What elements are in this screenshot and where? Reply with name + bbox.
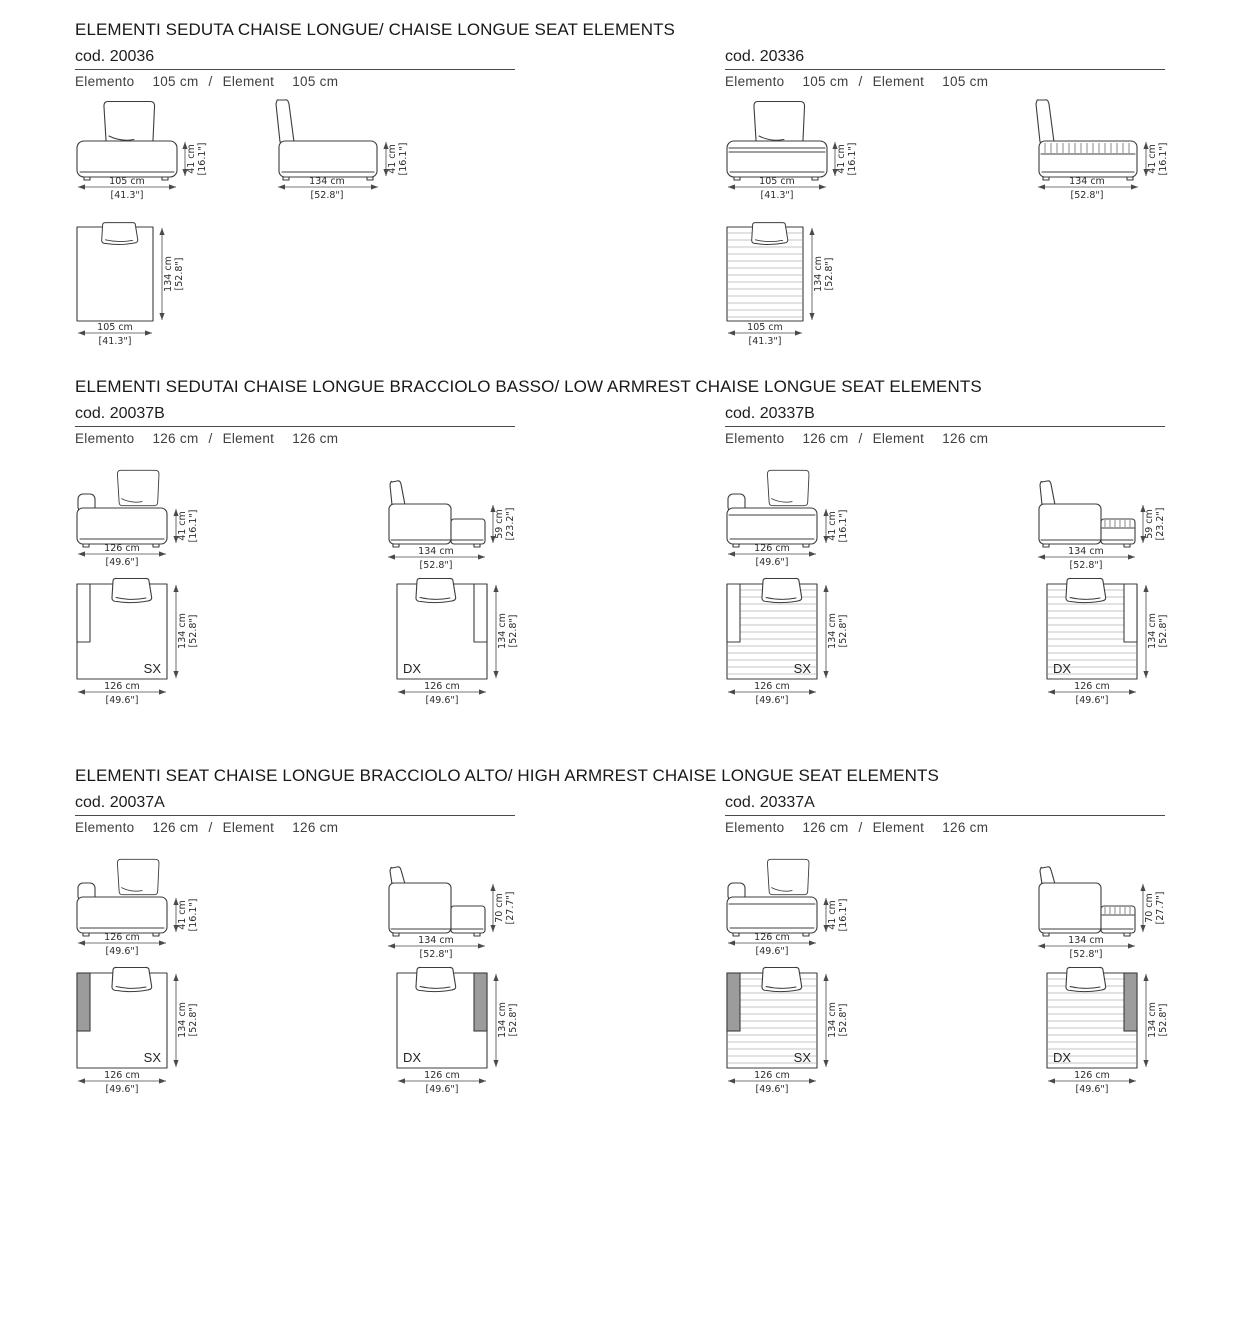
dimension-label: [52.8"]: [1158, 1003, 1169, 1037]
dimension-label: 41 cm: [827, 511, 838, 541]
height-dimension: [826, 898, 849, 932]
sofa-side-outline: [1039, 867, 1135, 936]
drawing-plan-view-dx-high: [395, 965, 531, 1102]
dimension-label: 41 cm: [836, 144, 847, 174]
sofa-front-outline: [77, 470, 167, 547]
depth-dimension: [826, 974, 849, 1067]
back-cushion: [117, 859, 159, 894]
dimension-label: 134 cm: [163, 256, 174, 292]
depth-dimension: [496, 974, 519, 1067]
sofa-front-outline: [727, 859, 817, 936]
armrest-strip: [474, 584, 487, 642]
drawing-side-elevation-low-armrest: [375, 476, 525, 578]
length-dimension: [1038, 176, 1138, 201]
drawing-side-elevation-low-armrest-quilted: [1025, 476, 1175, 578]
section-low-armrest: [75, 377, 1241, 712]
drawing-area: [725, 843, 1169, 1101]
armrest-block: [389, 883, 451, 933]
sofa-plan-outline: [1047, 578, 1137, 679]
backrest: [390, 867, 405, 884]
dimension-label: 41 cm: [177, 900, 188, 930]
orientation-label: SX: [143, 1050, 161, 1065]
dimension-label: [23.2"]: [1155, 507, 1166, 541]
depth-dimension: [162, 228, 185, 320]
section-title: ELEMENTI SEAT CHAISE LONGUE BRACCIOLO ALTO/ HIGH ARMREST CHAISE LONGUE SEAT ELEMENTS: [75, 766, 939, 785]
depth-dimension: [176, 974, 199, 1067]
dimension-label: 126 cm: [754, 1070, 790, 1081]
dimension-label: 126 cm: [1074, 681, 1110, 692]
depth-dimension: [1146, 585, 1169, 678]
sofa-front-outline: [77, 102, 177, 181]
dimension-label: 134 cm: [1147, 1002, 1158, 1038]
product-code: cod. 20037A: [75, 794, 515, 816]
depth-dimension: [1146, 974, 1169, 1067]
width-dimension: [728, 1070, 816, 1095]
spec-label-it: Elemento: [725, 74, 785, 89]
drawing-area: [75, 97, 515, 351]
width-dimension: [398, 1070, 486, 1095]
dimension-label: 126 cm: [424, 1070, 460, 1081]
back-cushion: [767, 470, 809, 505]
product-column-20037A: [75, 794, 519, 1101]
element-size-spec: [725, 70, 1165, 89]
sofa-side-outline: [389, 481, 485, 547]
dimension-label: 59 cm: [494, 509, 505, 539]
dimension-label: 126 cm: [424, 681, 460, 692]
section-title: ELEMENTI SEDUTAI CHAISE LONGUE BRACCIOLO BASSO/ LOW ARMREST CHAISE LONGUE SEAT ELEMENTS: [75, 377, 982, 396]
armrest-strip-high: [727, 973, 740, 1031]
width-dimension: [728, 322, 802, 347]
sofa-plan-outline: [77, 967, 167, 1068]
dimension-label: 126 cm: [104, 681, 140, 692]
headrest-cushion: [112, 578, 152, 602]
backrest: [390, 481, 405, 505]
height-dimension: [386, 142, 409, 176]
dimension-label: [52.8"]: [1069, 560, 1103, 571]
depth-dimension: [176, 585, 199, 678]
product-column-20337A: [725, 794, 1169, 1101]
length-dimension: [278, 176, 378, 201]
drawing-plan-view: [75, 219, 197, 354]
headrest-cushion: [1066, 578, 1106, 602]
product-column-20037B: [75, 405, 519, 712]
element-size-spec: [725, 427, 1165, 446]
drawing-side-elevation-high-armrest-quilted: [1025, 865, 1175, 967]
section-columns: [75, 794, 1169, 1101]
drawing-area: [725, 97, 1169, 351]
dimension-label: [16.1"]: [188, 898, 199, 932]
armrest-height-dimension: [493, 505, 516, 543]
dimension-label: 41 cm: [177, 511, 188, 541]
dimension-label: 126 cm: [104, 543, 140, 554]
section-title: ELEMENTI SEDUTA CHAISE LONGUE/ CHAISE LONGUE SEAT ELEMENTS: [75, 20, 675, 39]
spec-label-en: Element: [222, 431, 275, 446]
element-size-spec: [75, 816, 515, 835]
headrest-cushion: [416, 578, 456, 602]
dimension-label: 126 cm: [754, 681, 790, 692]
dimension-label: 59 cm: [1144, 509, 1155, 539]
dimension-label: [16.1"]: [847, 142, 858, 176]
headrest-cushion: [752, 223, 788, 245]
sofa-plan-outline: [397, 967, 487, 1068]
armrest-height-dimension: [1143, 884, 1166, 932]
sofa-front-outline: [77, 859, 167, 936]
dimension-label: [23.2"]: [505, 507, 516, 541]
spec-label-en: Element: [222, 820, 275, 835]
drawing-plan-view-sx-high-quilted: [725, 965, 861, 1102]
width-dimension: [78, 1070, 166, 1095]
spec-value-en: 126 cm: [292, 431, 339, 446]
dimension-label: [52.8"]: [824, 257, 835, 291]
section-columns: [75, 405, 1169, 712]
dimension-label: [49.6"]: [425, 1084, 459, 1095]
dimension-label: 105 cm: [759, 176, 795, 187]
width-dimension: [728, 681, 816, 706]
dimension-label: [41.3"]: [98, 336, 132, 347]
orientation-label: DX: [403, 1050, 422, 1065]
sofa-side-outline: [389, 867, 485, 936]
width-dimension: [78, 176, 176, 201]
spec-separator: /: [208, 74, 213, 89]
spec-separator: /: [858, 431, 863, 446]
dimension-label: [41.3"]: [110, 190, 144, 201]
drawing-plan-view-dx-quilted: [1045, 576, 1181, 713]
height-dimension: [176, 509, 199, 543]
sofa-plan-outline: [727, 967, 817, 1068]
spec-label-en: Element: [872, 431, 925, 446]
dimension-label: 134 cm: [418, 935, 454, 946]
product-code: cod. 20037B: [75, 405, 515, 427]
sofa-side-outline: [1036, 100, 1137, 180]
spec-label-en: Element: [222, 74, 275, 89]
dimension-label: [52.8"]: [1070, 190, 1104, 201]
drawing-area: [75, 843, 519, 1101]
dimension-label: [16.1"]: [838, 898, 849, 932]
dimension-label: 134 cm: [827, 1002, 838, 1038]
dimension-label: [49.6"]: [425, 695, 459, 706]
dimension-label: 134 cm: [177, 1002, 188, 1038]
dimension-label: 126 cm: [754, 543, 790, 554]
depth-dimension: [812, 228, 835, 320]
dimension-label: [52.8"]: [1069, 949, 1103, 960]
headrest-cushion: [762, 967, 802, 991]
drawing-plan-view-sx-high: [75, 965, 211, 1102]
drawing-front-elevation-armrest-quilted: [725, 843, 860, 964]
drawing-side-elevation-quilted: [1025, 97, 1175, 210]
spec-value-en: 126 cm: [292, 820, 339, 835]
sofa-plan-outline: [397, 578, 487, 679]
backrest: [276, 100, 294, 142]
spec-label-it: Elemento: [725, 431, 785, 446]
spec-separator: /: [858, 74, 863, 89]
sofa-plan-outline: [1047, 967, 1137, 1068]
armrest-strip-high: [77, 973, 90, 1031]
back-cushion: [104, 102, 155, 145]
dimension-label: 41 cm: [827, 900, 838, 930]
depth-dimension: [496, 585, 519, 678]
width-dimension: [398, 681, 486, 706]
drawing-area: [75, 454, 519, 712]
dimension-label: 134 cm: [418, 546, 454, 557]
spec-value-en: 126 cm: [942, 820, 989, 835]
spec-label-it: Elemento: [75, 820, 135, 835]
sofa-front-outline: [727, 470, 817, 547]
dimension-label: [49.6"]: [1075, 695, 1109, 706]
dimension-label: [52.8"]: [419, 949, 453, 960]
dimension-label: [27.7"]: [505, 891, 516, 925]
spec-value-it: 105 cm: [152, 74, 199, 89]
length-dimension: [1038, 935, 1135, 960]
element-size-spec: [725, 816, 1165, 835]
dimension-label: 134 cm: [1147, 613, 1158, 649]
dimension-label: 134 cm: [813, 256, 824, 292]
spec-label-it: Elemento: [75, 74, 135, 89]
dimension-label: 105 cm: [747, 322, 783, 333]
drawing-plan-view-dx-high-quilted: [1045, 965, 1181, 1102]
spec-value-it: 126 cm: [152, 820, 199, 835]
dimension-label: 126 cm: [1074, 1070, 1110, 1081]
dimension-label: [41.3"]: [748, 336, 782, 347]
armrest-height-dimension: [493, 884, 516, 932]
drawing-side-elevation-high-armrest: [375, 865, 525, 967]
dimension-label: [49.6"]: [755, 695, 789, 706]
drawing-plan-view-sx-quilted: [725, 576, 861, 713]
dimension-label: [41.3"]: [760, 190, 794, 201]
dimension-label: 41 cm: [186, 144, 197, 174]
backrest: [1040, 481, 1055, 505]
spec-label-en: Element: [872, 74, 925, 89]
dimension-label: [52.8"]: [188, 614, 199, 648]
armrest-block: [1039, 504, 1101, 544]
armrest-strip: [1124, 584, 1137, 642]
headrest-cushion: [762, 578, 802, 602]
drawing-front-elevation-armrest: [75, 843, 210, 964]
dimension-label: [27.7"]: [1155, 891, 1166, 925]
product-code: cod. 20337A: [725, 794, 1165, 816]
spec-label-en: Element: [872, 820, 925, 835]
length-dimension: [388, 935, 485, 960]
dimension-label: 134 cm: [1068, 546, 1104, 557]
drawing-side-elevation: [265, 97, 415, 210]
dimension-label: [52.8"]: [174, 257, 185, 291]
height-dimension: [176, 898, 199, 932]
dimension-label: 41 cm: [387, 144, 398, 174]
dimension-label: 70 cm: [1144, 893, 1155, 923]
orientation-label: SX: [793, 661, 811, 676]
dimension-label: [49.6"]: [755, 1084, 789, 1095]
spec-value-it: 126 cm: [802, 820, 849, 835]
sofa-plan-outline: [77, 578, 167, 679]
drawing-area: [725, 454, 1169, 712]
armrest-height-dimension: [1143, 505, 1166, 543]
spec-label-it: Elemento: [725, 820, 785, 835]
dimension-label: 134 cm: [1069, 176, 1105, 187]
orientation-label: DX: [1053, 1050, 1072, 1065]
spec-value-it: 126 cm: [152, 431, 199, 446]
sofa-side-outline: [276, 100, 377, 180]
dimension-label: [16.1"]: [197, 142, 208, 176]
dimension-label: [49.6"]: [1075, 1084, 1109, 1095]
dimension-label: [52.8"]: [1158, 614, 1169, 648]
width-dimension: [1048, 1070, 1136, 1095]
dimension-label: 134 cm: [497, 613, 508, 649]
height-dimension: [1146, 142, 1169, 176]
dimension-label: 105 cm: [109, 176, 145, 187]
drawing-front-elevation-armrest: [75, 454, 210, 575]
spec-separator: /: [208, 820, 213, 835]
section-chaise-longue-seat: [75, 20, 1241, 351]
sofa-plan-outline: [77, 223, 153, 321]
element-size-spec: [75, 427, 515, 446]
armrest-block: [1039, 883, 1101, 933]
back-cushion: [117, 470, 159, 505]
product-code: cod. 20036: [75, 48, 515, 70]
dimension-label: 70 cm: [494, 893, 505, 923]
drawing-front-elevation-armrest-quilted: [725, 454, 860, 575]
dimension-label: [52.8"]: [508, 1003, 519, 1037]
product-column-20336: [725, 48, 1169, 351]
dimension-label: 134 cm: [497, 1002, 508, 1038]
dimension-label: [49.6"]: [755, 946, 789, 957]
dimension-label: 126 cm: [104, 1070, 140, 1081]
dimension-label: 134 cm: [309, 176, 345, 187]
drawing-front-elevation: [75, 97, 220, 210]
product-column-20036: [75, 48, 515, 351]
spec-separator: /: [858, 820, 863, 835]
dimension-label: [49.6"]: [105, 1084, 139, 1095]
length-dimension: [1038, 546, 1135, 571]
dimension-label: [49.6"]: [755, 557, 789, 568]
length-dimension: [388, 546, 485, 571]
sofa-plan-outline: [727, 578, 817, 679]
width-dimension: [78, 681, 166, 706]
dimension-label: [52.8"]: [419, 560, 453, 571]
spec-value-en: 126 cm: [942, 431, 989, 446]
dimension-label: 134 cm: [827, 613, 838, 649]
orientation-label: SX: [143, 661, 161, 676]
width-dimension: [728, 176, 826, 201]
dimension-label: 134 cm: [177, 613, 188, 649]
dimension-label: [49.6"]: [105, 695, 139, 706]
spec-value-en: 105 cm: [292, 74, 339, 89]
spec-value-en: 105 cm: [942, 74, 989, 89]
dimension-label: [49.6"]: [105, 946, 139, 957]
width-dimension: [1048, 681, 1136, 706]
backrest: [1036, 100, 1054, 142]
section-columns: [75, 48, 1169, 351]
back-cushion: [754, 102, 805, 145]
headrest-cushion: [102, 223, 138, 245]
armrest-strip-high: [1124, 973, 1137, 1031]
depth-dimension: [826, 585, 849, 678]
dimension-label: [52.8"]: [838, 614, 849, 648]
dimension-label: [16.1"]: [1158, 142, 1169, 176]
back-cushion: [767, 859, 809, 894]
drawing-plan-view-quilted: [725, 219, 847, 354]
drawing-front-elevation-quilted: [725, 97, 870, 210]
headrest-cushion: [416, 967, 456, 991]
dimension-label: [52.8"]: [838, 1003, 849, 1037]
orientation-label: SX: [793, 1050, 811, 1065]
orientation-label: DX: [403, 661, 422, 676]
height-dimension: [835, 142, 858, 176]
headrest-cushion: [112, 967, 152, 991]
height-dimension: [826, 509, 849, 543]
sofa-plan-outline: [727, 223, 803, 321]
armrest-strip: [727, 584, 740, 642]
width-dimension: [78, 322, 152, 347]
element-size-spec: [75, 70, 515, 89]
section-high-armrest: [75, 766, 1241, 1101]
dimension-label: [16.1"]: [838, 509, 849, 543]
dimension-label: [52.8"]: [310, 190, 344, 201]
product-code: cod. 20336: [725, 48, 1165, 70]
dimension-label: 126 cm: [104, 932, 140, 943]
sofa-front-outline: [727, 102, 827, 181]
dimension-label: [16.1"]: [188, 509, 199, 543]
dimension-label: 134 cm: [1068, 935, 1104, 946]
backrest: [1040, 867, 1055, 884]
dimension-label: [52.8"]: [188, 1003, 199, 1037]
orientation-label: DX: [1053, 661, 1072, 676]
armrest-block: [389, 504, 451, 544]
dimension-label: 41 cm: [1147, 144, 1158, 174]
product-column-20337B: [725, 405, 1169, 712]
armrest-strip-high: [474, 973, 487, 1031]
spec-label-it: Elemento: [75, 431, 135, 446]
dimension-label: [49.6"]: [105, 557, 139, 568]
dimension-label: 105 cm: [97, 322, 133, 333]
dimension-label: [52.8"]: [508, 614, 519, 648]
headrest-cushion: [1066, 967, 1106, 991]
product-code: cod. 20337B: [725, 405, 1165, 427]
spec-value-it: 126 cm: [802, 431, 849, 446]
dimension-label: 126 cm: [754, 932, 790, 943]
dimension-label: [16.1"]: [398, 142, 409, 176]
spec-separator: /: [208, 431, 213, 446]
height-dimension: [185, 142, 208, 176]
drawing-plan-view-dx: [395, 576, 531, 713]
armrest-strip: [77, 584, 90, 642]
spec-value-it: 105 cm: [802, 74, 849, 89]
sofa-side-outline: [1039, 481, 1135, 547]
drawing-plan-view-sx: [75, 576, 211, 713]
